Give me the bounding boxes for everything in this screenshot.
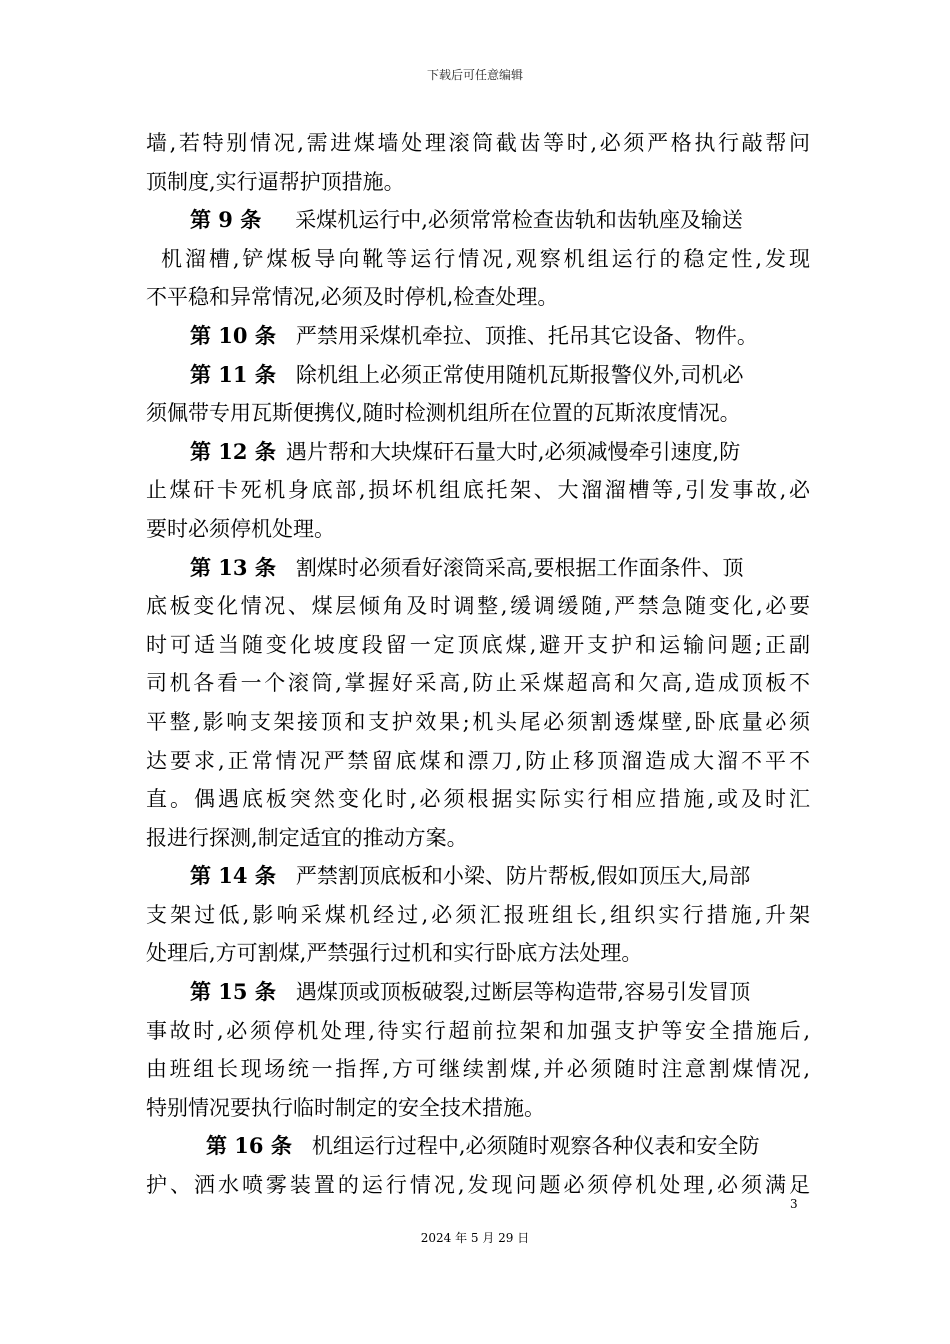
line-text: 不平稳和异常情况,必须及时停机,检查处理。 — [146, 285, 559, 310]
line-text: 割煤时必须看好滚筒采高,要根据工作面条件、顶 — [295, 555, 744, 580]
article-number: 第 16 条 — [206, 1133, 292, 1159]
line-text: 时可适当随变化坡度段留一定顶底煤,避开支护和运输问题;正副 — [146, 632, 810, 657]
text-line — [146, 471, 810, 510]
text-line — [146, 163, 810, 202]
page-header: 下载后可任意编辑 — [426, 68, 523, 82]
article-line — [146, 973, 810, 1012]
line-text: 须佩带专用瓦斯便携仪,随时检测机组所在位置的瓦斯浓度情况。 — [146, 401, 741, 426]
text-line — [146, 587, 810, 626]
line-text: 直。偶遇底板突然变化时,必须根据实际实行相应措施,或及时汇 — [146, 787, 810, 812]
article-number: 第 12 条 — [190, 438, 276, 464]
article-line — [146, 317, 810, 356]
page-number: 3 — [790, 1197, 798, 1211]
document-body — [146, 124, 810, 1205]
text-line — [146, 278, 810, 317]
article-number: 第 14 条 — [190, 863, 276, 889]
line-text: 司机各看一个滚筒,掌握好采高,防止采煤超高和欠高,造成顶板不 — [146, 671, 810, 696]
text-line — [146, 394, 810, 433]
line-text: 机组运行过程中,必须随时观察各种仪表和安全防 — [311, 1134, 760, 1159]
line-text: 特别情况要执行临时制定的安全技术措施。 — [146, 1095, 545, 1120]
text-line — [146, 819, 810, 858]
text-line — [146, 896, 810, 935]
text-line — [146, 934, 810, 973]
article-line — [146, 1127, 810, 1166]
text-line — [146, 510, 810, 549]
article-number: 第 13 条 — [190, 554, 276, 580]
line-text: 达要求,正常情况严禁留底煤和漂刀,防止移顶溜造成大溜不平不 — [146, 748, 810, 773]
page-footer-date: 2024 年 5 月 29 日 — [420, 1231, 530, 1245]
text-line — [146, 664, 810, 703]
article-number: 第 10 条 — [190, 322, 276, 348]
line-text: 底板变化情况、煤层倾角及时调整,缓调缓随,严禁急随变化,必要 — [146, 594, 810, 619]
line-text: 遇煤顶或顶板破裂,过断层等构造带,容易引发冒顶 — [295, 980, 751, 1005]
line-text: 采煤机运行中,必须常常检查齿轨和齿轨座及输送 — [295, 208, 743, 233]
line-text: 顶制度,实行逼帮护顶措施。 — [146, 169, 405, 194]
text-line — [146, 240, 810, 279]
line-text: 机溜槽,铲煤板导向靴等运行情况,观察机组运行的稳定性,发现 — [158, 246, 810, 271]
article-line — [146, 201, 810, 240]
line-text: 由班组长现场统一指挥,方可继续割煤,并必须随时注意割煤情况, — [146, 1057, 810, 1082]
article-number: 第 9 条 — [190, 207, 262, 233]
line-text: 处理后,方可割煤,严禁强行过机和实行卧底方法处理。 — [146, 941, 643, 966]
article-line — [146, 549, 810, 588]
line-text: 止煤矸卡死机身底部,损坏机组底托架、大溜溜槽等,引发事故,必 — [146, 478, 810, 503]
article-line — [146, 433, 810, 472]
text-line — [146, 626, 810, 665]
line-text: 事故时,必须停机处理,待实行超前拉架和加强支护等安全措施后, — [146, 1018, 810, 1043]
text-line — [146, 1166, 810, 1205]
text-line — [146, 1012, 810, 1051]
text-line — [146, 780, 810, 819]
line-text: 平整,影响支架接顶和支护效果;机头尾必须割透煤壁,卧底量必须 — [146, 709, 810, 734]
line-text: 遇片帮和大块煤矸石量大时,必须减慢牵引速度,防 — [285, 439, 741, 464]
text-line — [146, 124, 810, 163]
article-line — [146, 857, 810, 896]
text-line — [146, 1089, 810, 1128]
line-text: 报进行探测,制定适宜的推动方案。 — [146, 825, 468, 850]
line-text: 除机组上必须正常使用随机瓦斯报警仪外,司机必 — [295, 362, 744, 387]
line-text: 严禁用采煤机牵拉、顶推、托吊其它设备、物件。 — [295, 323, 758, 348]
line-text: 支架过低,影响采煤机经过,必须汇报班组长,组织实行措施,升架 — [146, 902, 810, 927]
article-number: 第 11 条 — [190, 361, 276, 387]
line-text: 护、洒水喷雾装置的运行情况,发现问题必须停机处理,必须满足 — [146, 1173, 810, 1198]
article-line — [146, 356, 810, 395]
line-text: 严禁割顶底板和小梁、防片帮板,假如顶压大,局部 — [295, 864, 751, 889]
line-text: 墙,若特别情况,需进煤墙处理滚筒截齿等时,必须严格执行敲帮问 — [146, 131, 810, 155]
article-number: 第 15 条 — [190, 979, 276, 1005]
text-line — [146, 703, 810, 742]
line-text: 要时必须停机处理。 — [146, 516, 335, 541]
text-line — [146, 1050, 810, 1089]
text-line — [146, 742, 810, 781]
